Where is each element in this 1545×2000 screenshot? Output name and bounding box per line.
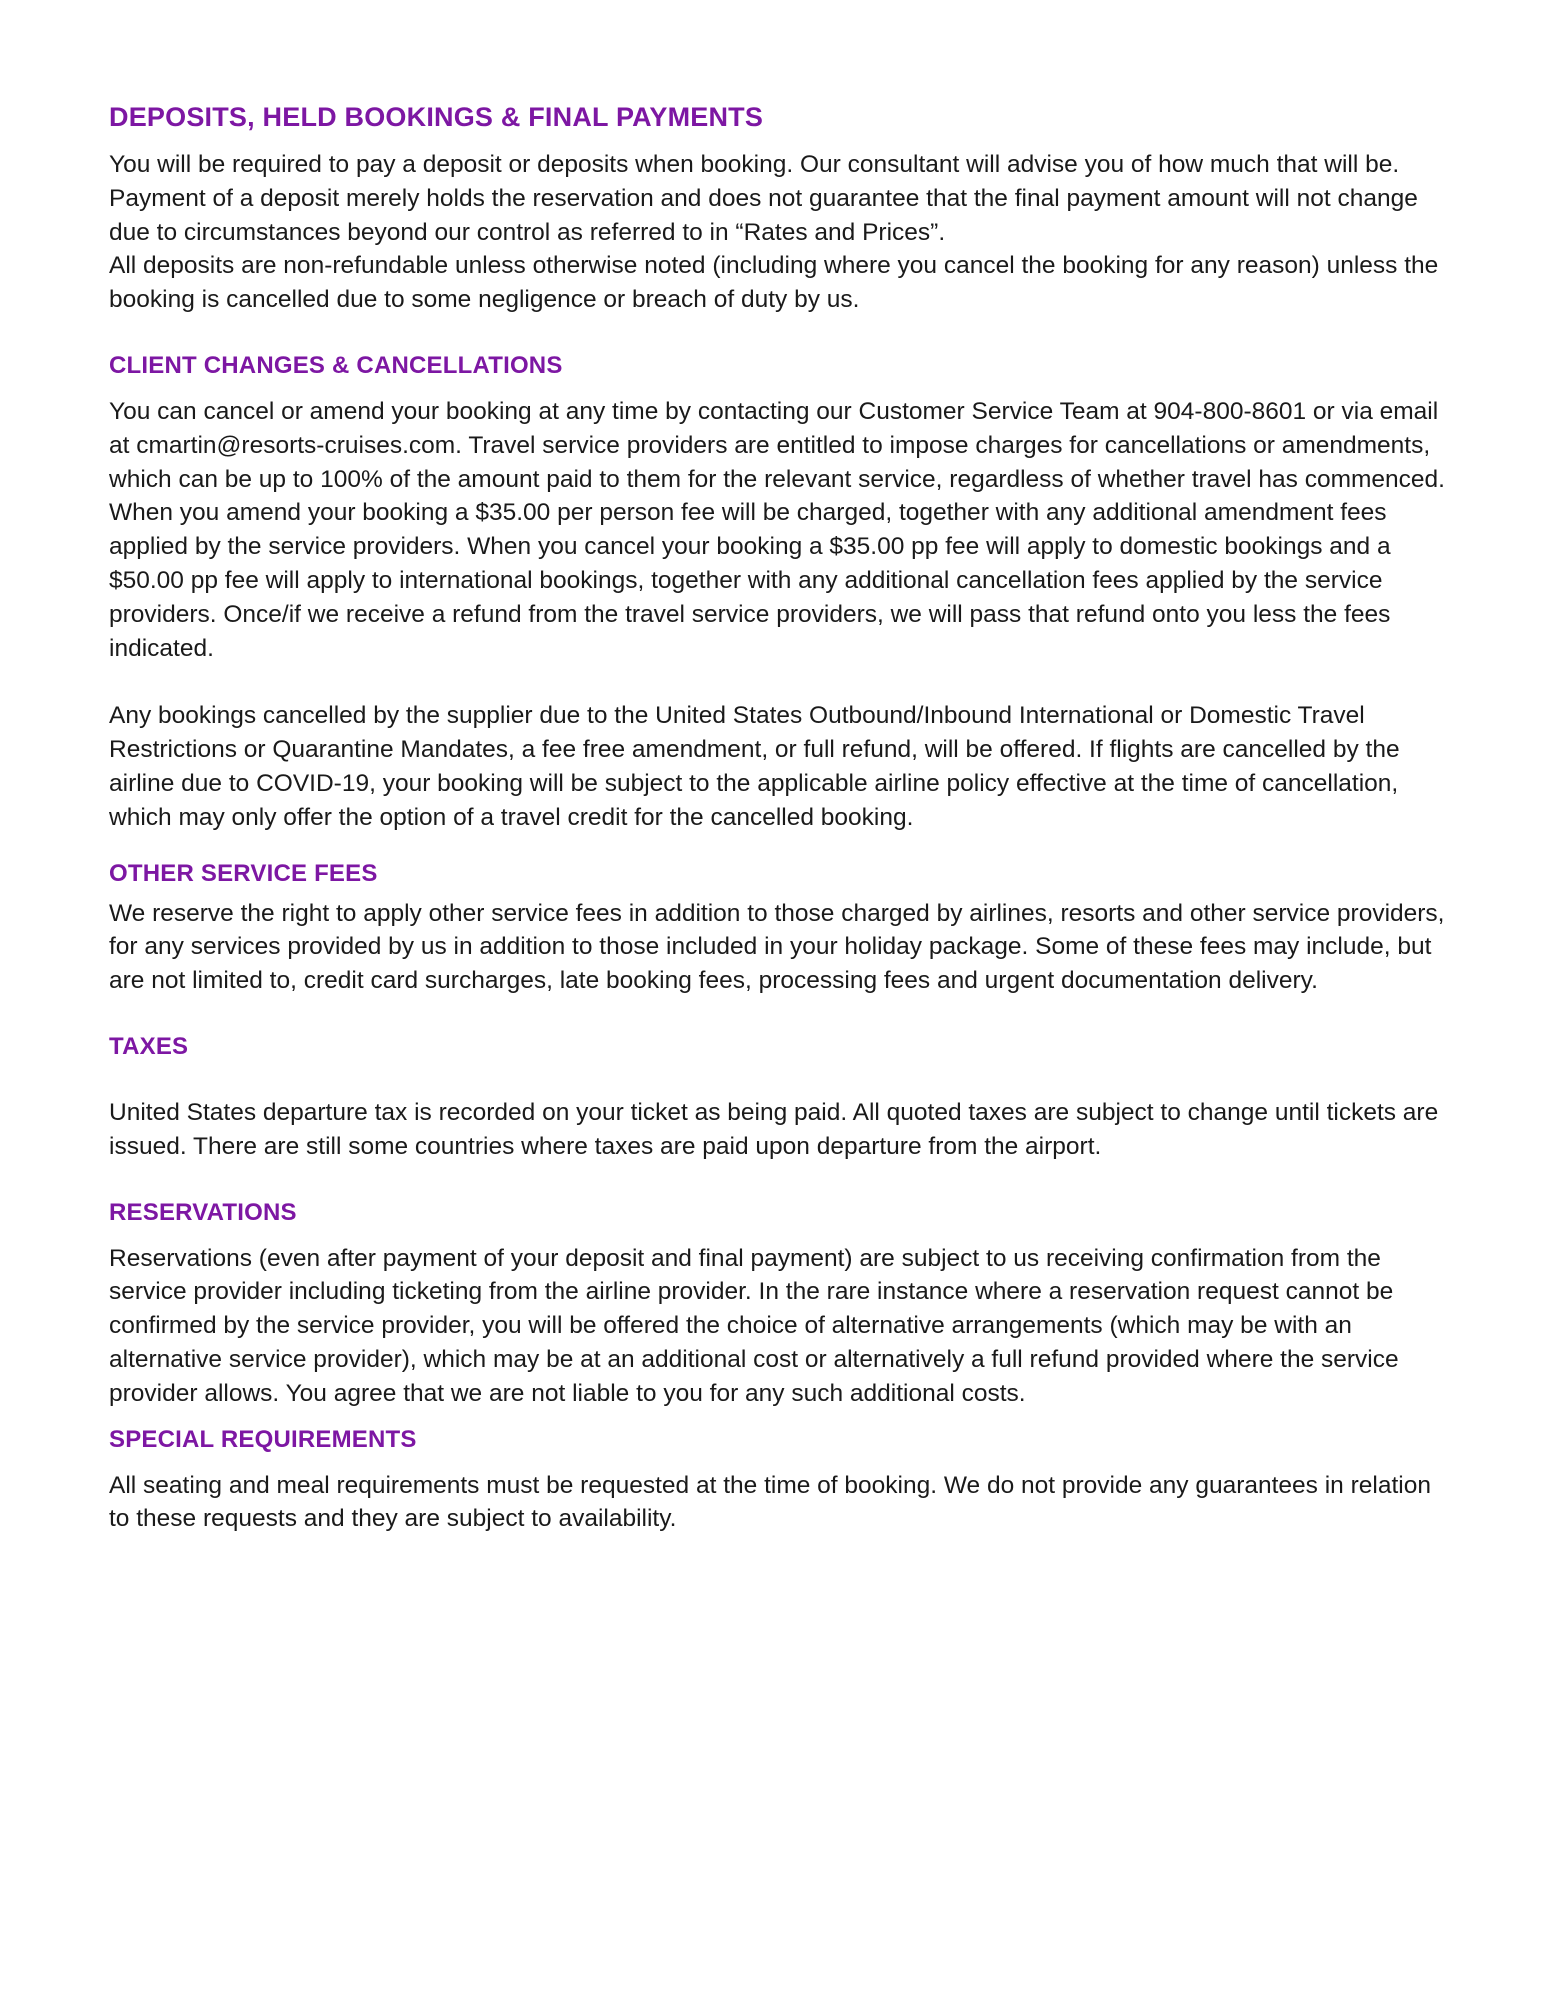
spacer: [109, 665, 1454, 699]
client-changes-paragraph-1: You can cancel or amend your booking at any time by contacting our Customer Service Team at 904-800-8601 or via email at cmartin@resorts-cruises.com. Travel service providers are entitled to impose charges for cancellations or amendments, which can be up to 100% of the amount paid to them for the relevant service, regardless of whether travel has commenced. When you amend your booking a $35.00 per person fee will be charged, together with any additional amendment fees applied by the service providers. When you cancel your booking a $35.00 pp fee will apply to domestic bookings and a $50.00 pp fee will apply to international bookings, together with any additional cancellation fees applied by the service providers. Once/if we receive a refund from the travel service providers, we will pass that refund onto you less the fees indicated.: [109, 397, 1445, 662]
spacer: [109, 998, 1454, 1032]
spacer: [109, 889, 1454, 897]
special-requirements-paragraph: All seating and meal requirements must be requested at the time of booking. We do not provide any guarantees in relation to these requests and they are subject to availability.: [109, 1471, 1431, 1533]
spacer: [109, 1411, 1454, 1425]
spacer: [109, 134, 1454, 148]
spacer: [109, 1455, 1454, 1469]
deposits-paragraph-2: All deposits are non-refundable unless otherwise noted (including where you cancel the booking for any reason) unless the booking is cancelled due to some negligence or breach of duty by us.: [109, 252, 1439, 314]
spacer: [109, 835, 1454, 859]
taxes-paragraph: United States departure tax is recorded on your ticket as being paid. All quoted taxes are subject to change until tickets are issued. There are still some countries where taxes are paid upon departure from the airport.: [109, 1098, 1439, 1160]
terms-document: [109, 100, 1454, 1536]
spacer: [109, 317, 1454, 351]
section-heading-special-requirements: SPECIAL REQUIREMENTS: [109, 1425, 417, 1453]
reservations-paragraph: Reservations (even after payment of your deposit and final payment) are subject to us receiving confirmation from the service provider including ticketing from the airline provider. In the rare instance where a reservation request cannot be confirmed by the service provider, you will be offered the choice of alternative arrangements (which may be with an alternative service provider), which may be at an additional cost or alternatively a full refund provided where the service provider allows. You agree that we are not liable to you for any such additional costs.: [109, 1244, 1399, 1407]
spacer: [109, 1228, 1454, 1242]
spacer: [109, 381, 1454, 395]
section-heading-client-changes: CLIENT CHANGES & CANCELLATIONS: [109, 351, 563, 379]
deposits-paragraph-1: You will be required to pay a deposit or deposits when booking. Our consultant will advise you of how much that will be. Payment of a deposit merely holds the reservation and does not guarantee that the final payment amount will not change due to circumstances beyond our control as referred to in “Rates and Prices”.: [109, 151, 1418, 246]
section-heading-reservations: RESERVATIONS: [109, 1198, 297, 1226]
spacer: [109, 1164, 1454, 1198]
other-service-fees-paragraph: We reserve the right to apply other service fees in addition to those charged by airlines, resorts and other service providers, for any services provided by us in addition to those included in your holiday package. Some of these fees may include, but are not limited to, credit card surcharges, late booking fees, processing fees and urgent documentation delivery.: [109, 899, 1445, 995]
client-changes-paragraph-2: Any bookings cancelled by the supplier due to the United States Outbound/Inbound International or Domestic Travel Restrictions or Quarantine Mandates, a fee free amendment, or full refund, will be offered. If flights are cancelled by the airline due to COVID-19, your booking will be subject to the applicable airline policy effective at the time of cancellation, which may only offer the option of a travel credit for the cancelled booking.: [109, 702, 1400, 831]
spacer: [109, 1062, 1454, 1096]
section-heading-other-service-fees: OTHER SERVICE FEES: [109, 859, 378, 887]
section-heading-taxes: TAXES: [109, 1032, 189, 1060]
section-heading-deposits: DEPOSITS, HELD BOOKINGS & FINAL PAYMENTS: [109, 102, 764, 132]
